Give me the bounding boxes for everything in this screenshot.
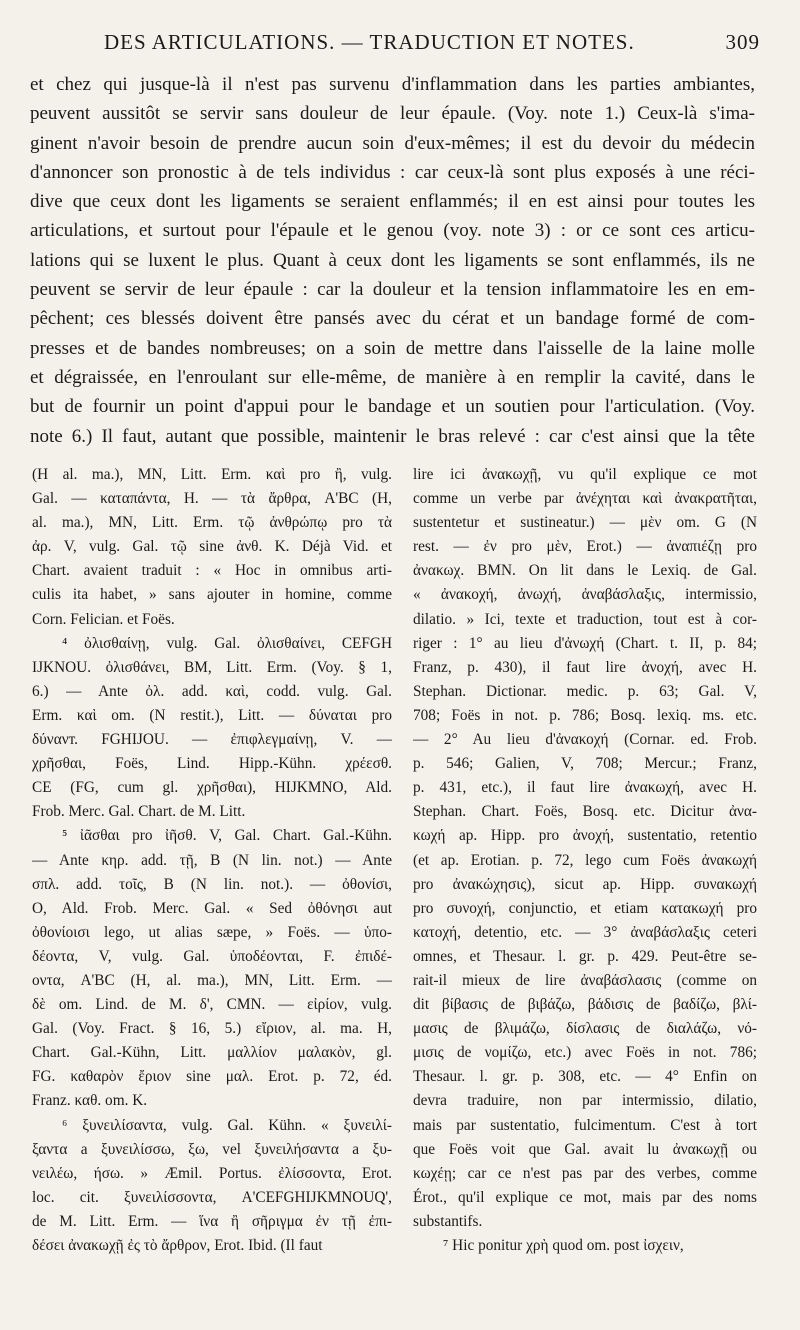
text-line: loc. cit. ξυνειλίσσοντα, A'CEFGHIJKMNOUQ',	[32, 1188, 392, 1206]
text-line: ⁵ ἰᾶσθαι pro ἰῆσθ. V, Gal. Chart. Gal.-Kühn.	[62, 827, 392, 845]
text-line: ξαντα a ξυνειλίσσω, ξω, vel ξυνειλήσαντα a ξυ-	[32, 1140, 392, 1158]
text-line: 6.) — Ante ὀλ. add. καὶ, codd. vulg. Gal.	[32, 682, 392, 700]
text-line: « ἀνακοχή, ἀνωχή, ἀναβάσλαξις, intermissio,	[413, 586, 757, 604]
text-line: que Foës voit que Gal. avait lu ἀνακωχῇ ou	[413, 1140, 757, 1158]
text-line: rait-il mieux de lire ἀναβάσλασις (comme on	[413, 971, 757, 989]
text-line: culis ita habet, » sans ajouter in homine, comme	[32, 586, 392, 604]
text-line: Chart. Gal.-Kühn, Litt. μαλλίον μαλακὸν, gl.	[32, 1044, 392, 1062]
text-line: κωχή ap. Hipp. pro ἀνοχή, sustentatio, retentio	[413, 827, 757, 845]
text-line: FG. καθαρὸν ἔριον sine μαλ. Erot. p. 72, éd.	[32, 1068, 392, 1086]
text-line: lations qui se luxent le plus. Quant à ceux dont les ligaments se sont enflammés, ils ne	[30, 249, 755, 271]
page-number: 309	[725, 30, 760, 54]
text-line: O, Ald. Frob. Merc. Gal. « Sed ὀθόνησι aut	[32, 899, 392, 917]
text-line: ὀθονίοισι lego, ut alias sæpe, » Foës. — ὑπο-	[32, 923, 392, 941]
text-line: 708; Foës in not. p. 786; Bosq. lexiq. ms. etc.	[413, 706, 757, 724]
text-line: al. ma.), MN, Litt. Erm. τῷ ἀνθρώπῳ pro τὰ	[32, 514, 392, 532]
text-line: Stephan. Chart. Foës, Bosq. etc. Dicitur ἀνα-	[413, 803, 757, 821]
text-line: comme un verbe par ἀνέχηται καὶ ἀνακρατῆται,	[413, 490, 757, 508]
text-line: μισις de νομίζω, etc.) avec Foës in not. 786;	[413, 1044, 757, 1062]
text-line: Érot., qu'il explique ce mot, mais par des noms	[413, 1188, 757, 1206]
text-line: dit βίβασις de βιβάζω, βάδισις de βαδίζω, βλί-	[413, 996, 757, 1014]
text-line: δέσει ἀνακωχῇ ἐς τὸ ἄρθρον, Erot. Ibid. (Il faut	[32, 1237, 323, 1254]
text-line: articulations, et surtout pour l'épaule et le genou (voy. note 3) : or ce sont ces articu-	[30, 220, 755, 242]
text-line: δύνανт. FGHIJOU. — ἐπιφλεγμαίνῃ, V. —	[32, 731, 392, 749]
text-line: substantifs.	[413, 1212, 483, 1230]
text-line: Erm. καὶ om. (N restit.), Litt. — δύναται pro	[32, 706, 392, 724]
text-line: et dégraissée, en l'enroulant sur elle-même, de manière à en remplir la cavité, dans le	[30, 366, 755, 388]
text-line: p. 431, etc.), il faut lire ἀνακωχή, avec H.	[413, 779, 757, 797]
text-line: νειλέω, ήσω. » Æmil. Portus. ἐλίσσοντα, Erot.	[32, 1164, 392, 1182]
text-line: Chart. avaient traduit : « Hoc in omnibus arti-	[32, 562, 392, 580]
notes-right-column	[413, 463, 757, 1258]
text-line: Gal. — καταπάντα, H. — τὰ ἄρθρα, A'BC (H,	[32, 490, 392, 508]
text-line: mais par sustentatio, fulcimentum. C'est à tort	[413, 1116, 757, 1134]
text-line: de M. Litt. Erm. — ἵνα ἢ σῆριγμα ἐν τῇ ἐπι-	[32, 1212, 392, 1230]
text-line: — Ante κηρ. add. τῇ, B (N lin. not.) — Ante	[32, 851, 392, 869]
text-line: — 2° Au lieu d'ἀνακοχή (Cornar. ed. Frob.	[413, 731, 757, 749]
text-line: peuvent aussitôt se servir sans douleur de leur épaule. (Voy. note 1.) Ceux-là s'ima-	[30, 103, 755, 125]
text-line: κωχέῃ; car ce n'est pas par des verbes, comme	[413, 1164, 757, 1182]
text-line: ἀρ. V, vulg. Gal. τῷ sine ἀνθ. K. Déjà Vid. et	[32, 538, 392, 556]
text-line: d'annoncer son pronostic à de tels individus : car ceux-là sont plus exposés à une réci-	[30, 161, 755, 183]
text-line: peuvent se servir de leur épaule : car la douleur et la tension inflammatoire les en em-	[30, 279, 755, 301]
text-line: Corn. Felician. et Foës.	[32, 610, 175, 628]
text-line: (et ap. Erotian. p. 72, lego cum Foës ἀνακωχή	[413, 851, 757, 869]
text-line: presses et de bandes nombreuses; on a soin de mettre dans l'aisselle de la laine molle	[30, 337, 755, 359]
text-line: IJKNOU. ὀλισθάνει, BM, Litt. Erm. (Voy. § 1,	[32, 658, 392, 676]
running-title: DES ARTICULATIONS. — TRADUCTION ET NOTES.	[104, 30, 635, 54]
text-line: riger : 1° au lieu d'ἀνωχή (Chart. t. II, p. 84;	[413, 634, 757, 652]
text-line: ⁶ ξυνειλίσαντα, vulg. Gal. Kühn. « ξυνειλί-	[62, 1116, 392, 1134]
text-line: Franz. καθ. om. K.	[32, 1092, 148, 1110]
running-header	[30, 30, 760, 64]
text-line: (H al. ma.), MN, Litt. Erm. καὶ pro ἢ, vulg.	[32, 466, 392, 483]
text-line: ginent n'avoir besoin de prendre aucun soin d'eux-mêmes; il est du devoir du médecin	[30, 132, 755, 154]
text-line: ⁴ ὀλισθαίνῃ, vulg. Gal. ὀλισθαίνει, CEFGH	[62, 634, 392, 652]
text-line: note 6.) Il faut, autant que possible, maintenir le bras relevé : car c'est ainsi que la tête	[30, 425, 755, 447]
main-translation-text	[30, 70, 755, 451]
text-line: δέοντα, V, vulg. Gal. ὑποδέονται, F. ἐπιδέ-	[32, 947, 392, 965]
text-line: χρῆσθαι, Foës, Lind. Hipp.-Kühn. χρέεσθ.	[32, 755, 392, 773]
text-line: pêchent; ces blessés doivent être pansés avec du cérat et un bandage formé de com-	[30, 308, 755, 330]
text-line: pro ἀνακώχησις), sicut ap. Hipp. συνακωχή	[413, 875, 757, 893]
text-line: sustentetur et sustineatur.) — μὲν om. G (N	[413, 514, 757, 532]
text-line: μασις de βλιμάζω, δίσλασις de διαλάζω, νό-	[413, 1020, 757, 1038]
text-line: ⁷ Hic ponitur χρὴ quod om. post ἰσχειν,	[443, 1237, 684, 1254]
text-line: devra traduire, non par intermissio, dilatio,	[413, 1092, 757, 1110]
text-line: omnes, et Thesaur. l. gr. p. 429. Peut-être se-	[413, 947, 757, 965]
text-line: οντα, A'BC (H, al. ma.), MN, Litt. Erm. —	[32, 971, 392, 989]
text-line: Frob. Merc. Gal. Chart. de M. Litt.	[32, 803, 246, 821]
text-line: CE (FG, cum gl. χρῆσθαι), HIJKMNO, Ald.	[32, 779, 392, 797]
text-line: pro συνοχή, conjunctio, et etiam κατακωχή pro	[413, 899, 757, 917]
text-line: Franz, p. 430), il faut lire ἀνοχή, avec H.	[413, 658, 757, 676]
text-line: rest. — ἐν pro μὲν, Erot.) — ἀναπιέζῃ pro	[413, 538, 757, 556]
text-line: et chez qui jusque-là il n'est pas survenu d'inflammation dans les parties ambiantes,	[30, 74, 755, 95]
text-line: Stephan. Dictionar. medic. p. 63; Gal. V,	[413, 682, 757, 700]
text-line: κατοχή, detentio, etc. — 3° ἀναβάσλαξις ceteri	[413, 923, 757, 941]
notes-left-column	[32, 463, 392, 1258]
text-line: Gal. (Voy. Fract. § 16, 5.) εἴριον, al. ma. H,	[32, 1020, 392, 1038]
text-line: σπλ. add. τοῖς, B (N lin. not.). — ὀθονίσι,	[32, 875, 392, 893]
text-line: dive que ceux dont les ligaments se seraient enflammés; il en est ainsi pour toutes les	[30, 191, 755, 213]
text-line: ἀνακωχ. BMN. On lit dans le Lexiq. de Gal.	[413, 562, 757, 580]
text-line: δὲ om. Lind. de M. δ', CMN. — εἰρίον, vulg.	[32, 996, 392, 1014]
text-line: p. 546; Galien, V, 708; Mercur.; Franz,	[413, 755, 757, 773]
text-line: but de fournir un point d'appui pour le bandage et un soutien pour l'articulation. (Voy.	[30, 396, 755, 418]
text-line: Thesaur. l. gr. p. 308, etc. — 4° Enfin on	[413, 1068, 757, 1086]
text-line: lire ici ἀνακωχῇ, vu qu'il explique ce mot	[413, 466, 757, 483]
text-line: dilatio. » Ici, texte et traduction, tout est à cor-	[413, 610, 757, 628]
